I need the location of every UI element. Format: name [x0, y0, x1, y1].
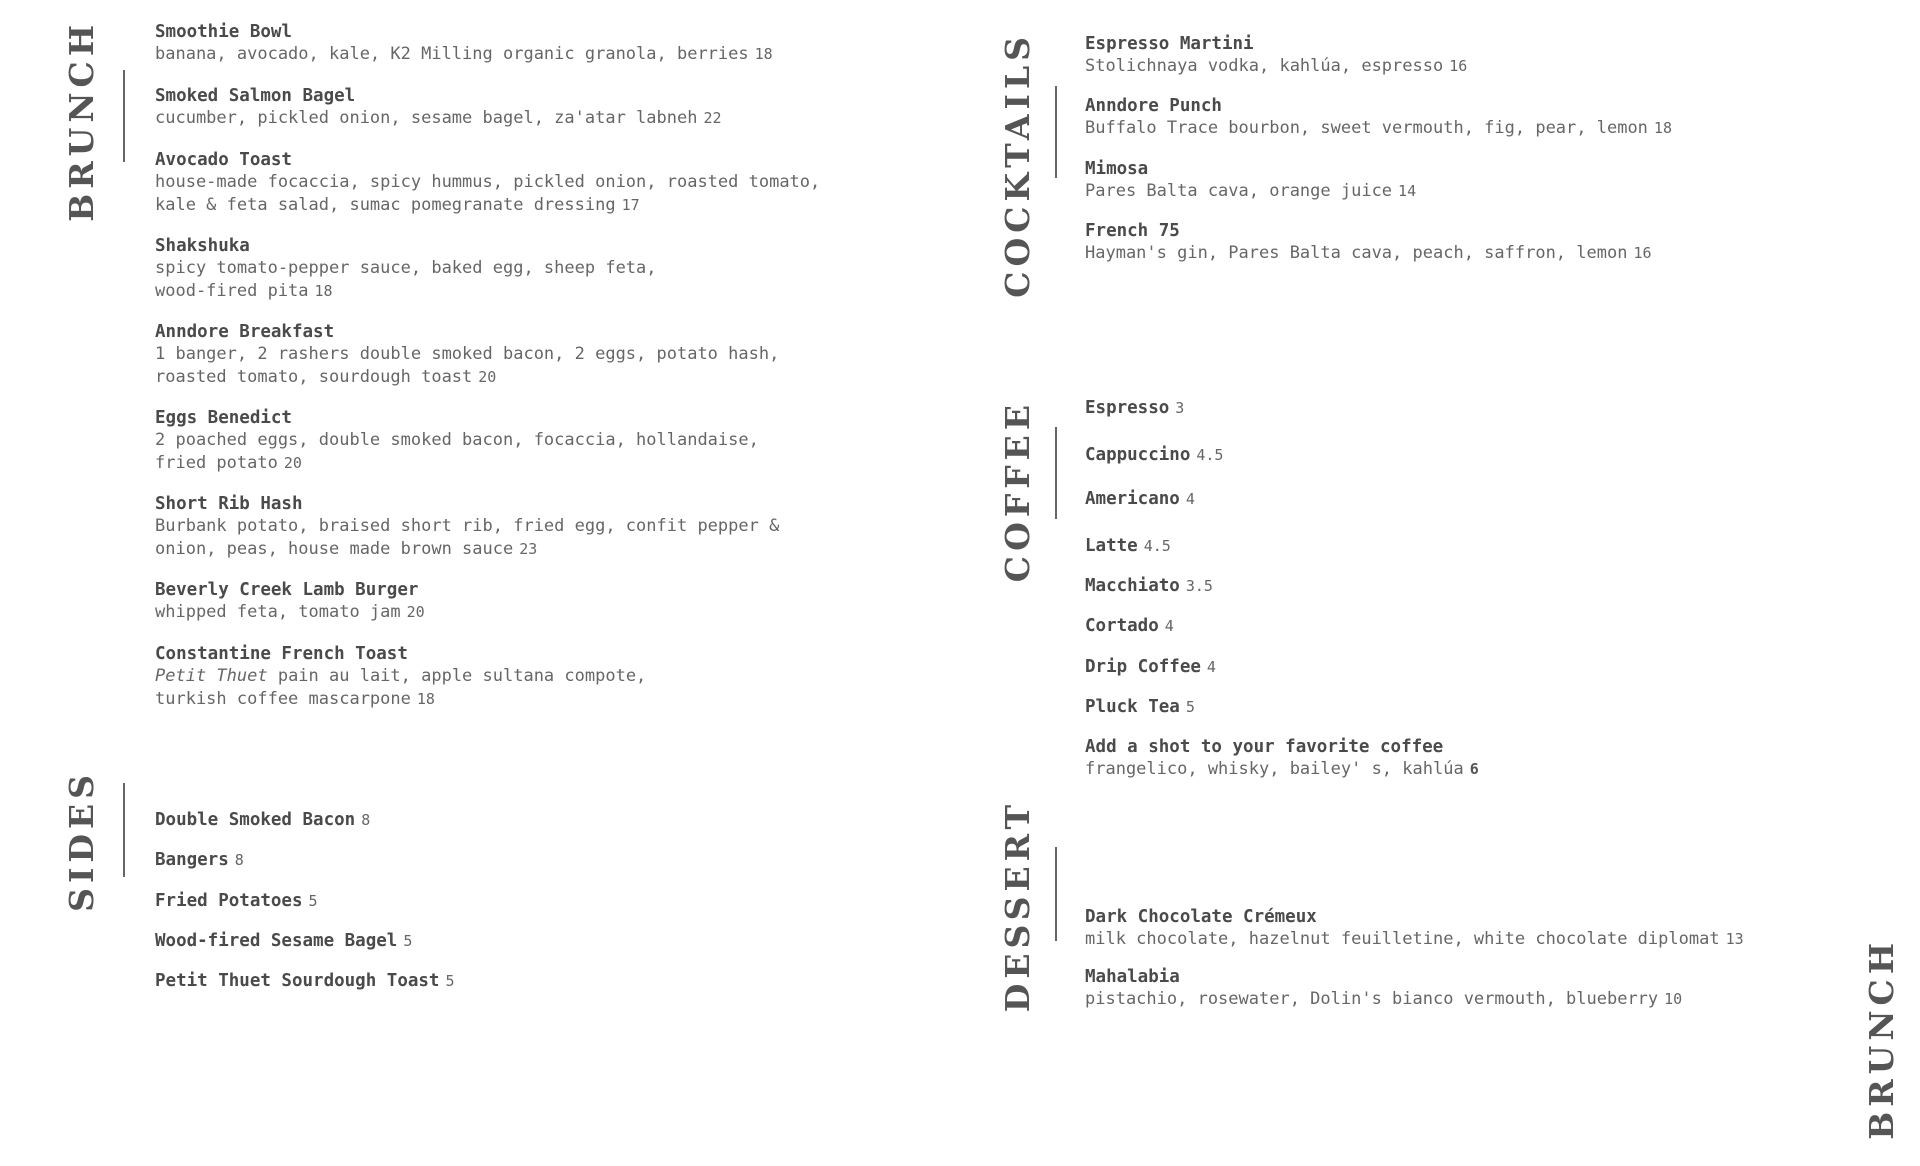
- menu-item: [1085, 575, 1213, 597]
- item-price: 4.5: [1143, 537, 1171, 555]
- menu-item: [155, 890, 318, 912]
- item-description: frangelico, whisky, bailey' s, kahlúa: [1085, 759, 1464, 779]
- section-heading-dessert: DESSERT: [998, 800, 1037, 1013]
- item-description: Pares Balta cava, orange juice: [1085, 181, 1393, 201]
- item-price: 20: [406, 603, 425, 621]
- item-description: kale & feta salad, sumac pomegranate dressing: [155, 195, 616, 215]
- menu-item: [155, 970, 455, 992]
- item-price: 13: [1725, 930, 1744, 948]
- item-price: 4: [1185, 490, 1195, 508]
- menu-item: [1085, 33, 1467, 78]
- item-description: pain au lait, apple sultana compote,: [267, 666, 647, 686]
- item-price: 17: [621, 196, 640, 214]
- item-name: Macchiato: [1085, 576, 1180, 596]
- item-name: Espresso Martini: [1085, 34, 1254, 54]
- menu-item: [1085, 158, 1416, 203]
- item-description: Stolichnaya vodka, kahlúa, espresso: [1085, 56, 1444, 76]
- item-name: French 75: [1085, 221, 1180, 241]
- item-description: wood-fired pita: [155, 281, 309, 301]
- menu-item: [155, 809, 370, 831]
- item-price: 14: [1398, 182, 1417, 200]
- item-description: fried potato: [155, 453, 278, 473]
- item-name: Drip Coffee: [1085, 657, 1201, 677]
- item-description: 1 banger, 2 rashers double smoked bacon, 2 eggs, potato hash,: [155, 344, 780, 364]
- item-name: Constantine French Toast: [155, 644, 408, 664]
- item-price: 18: [754, 45, 773, 63]
- menu-item: [1085, 535, 1171, 557]
- item-price: 20: [478, 368, 497, 386]
- item-description: house-made focaccia, spicy hummus, pickled onion, roasted tomato,: [155, 172, 821, 192]
- menu-item: [155, 85, 722, 130]
- brunch-divider: [123, 70, 125, 162]
- item-name: Cortado: [1085, 616, 1159, 636]
- menu-item: [155, 149, 820, 217]
- item-price: 4: [1164, 617, 1174, 635]
- item-price: 20: [283, 454, 302, 472]
- menu-item: [155, 493, 779, 561]
- menu-item: [1085, 220, 1652, 265]
- item-description: whipped feta, tomato jam: [155, 602, 401, 622]
- item-price: 4.5: [1196, 446, 1224, 464]
- sides-divider: [123, 783, 125, 877]
- menu-item: [1085, 966, 1682, 1011]
- item-name: Bangers: [155, 850, 229, 870]
- item-description: banana, avocado, kale, K2 Milling organic granola, berries: [155, 44, 749, 64]
- section-heading-cocktails: COCKTAILS: [998, 32, 1037, 298]
- item-price: 18: [416, 690, 435, 708]
- item-description: roasted tomato, sourdough toast: [155, 367, 473, 387]
- menu-item: [155, 849, 244, 871]
- item-name: Avocado Toast: [155, 150, 292, 170]
- item-price: 22: [703, 109, 722, 127]
- menu-item: [1085, 656, 1216, 678]
- item-description: Burbank potato, braised short rib, fried egg, confit pepper &: [155, 516, 780, 536]
- item-name: Wood-fired Sesame Bagel: [155, 931, 398, 951]
- item-description: milk chocolate, hazelnut feuilletine, white chocolate diplomat: [1085, 929, 1720, 949]
- section-heading-sides: SIDES: [62, 770, 101, 912]
- menu-item: [155, 579, 425, 624]
- item-name: Add a shot to your favorite coffee: [1085, 737, 1444, 757]
- item-name: Americano: [1085, 489, 1180, 509]
- footer-heading-brunch: BRUNCH: [1862, 938, 1901, 1140]
- item-price: 3.5: [1185, 577, 1213, 595]
- section-heading-brunch: BRUNCH: [62, 20, 101, 222]
- menu-item: [1085, 906, 1744, 951]
- dessert-divider: [1055, 847, 1057, 941]
- item-name: Smoked Salmon Bagel: [155, 86, 356, 106]
- item-name: Espresso: [1085, 398, 1170, 418]
- item-price: 5: [403, 932, 413, 950]
- item-name: Fried Potatoes: [155, 891, 303, 911]
- menu-item: [1085, 397, 1184, 419]
- item-name: Latte: [1085, 536, 1138, 556]
- item-price: 16: [1633, 244, 1652, 262]
- item-name: Mimosa: [1085, 159, 1149, 179]
- item-name: Mahalabia: [1085, 967, 1180, 987]
- item-description: 2 poached eggs, double smoked bacon, focaccia, hollandaise,: [155, 430, 759, 450]
- menu-item: [1085, 615, 1174, 637]
- item-price: 5: [445, 972, 455, 990]
- menu-item: [155, 643, 646, 711]
- item-name: Shakshuka: [155, 236, 250, 256]
- item-price: 5: [308, 892, 318, 910]
- item-name: Eggs Benedict: [155, 408, 292, 428]
- item-description: onion, peas, house made brown sauce: [155, 539, 514, 559]
- coffee-divider: [1055, 427, 1057, 519]
- item-price: 18: [314, 282, 333, 300]
- item-name: Anndore Breakfast: [155, 322, 335, 342]
- menu-item: [155, 21, 773, 66]
- menu-item: [1085, 488, 1195, 510]
- item-name: Dark Chocolate Crémeux: [1085, 907, 1317, 927]
- menu-item: [1085, 444, 1223, 466]
- item-name: Pluck Tea: [1085, 697, 1180, 717]
- item-price: 4: [1206, 658, 1216, 676]
- menu-item: [155, 235, 657, 303]
- item-name: Double Smoked Bacon: [155, 810, 356, 830]
- item-description: spicy tomato-pepper sauce, baked egg, sheep feta,: [155, 258, 657, 278]
- menu-item: [155, 407, 759, 475]
- item-price: 8: [361, 811, 371, 829]
- item-price: 16: [1449, 57, 1468, 75]
- section-heading-coffee: COFFEE: [998, 400, 1037, 583]
- item-name: Beverly Creek Lamb Burger: [155, 580, 419, 600]
- menu-item-addon: [1085, 736, 1479, 781]
- item-price: 6: [1469, 760, 1479, 778]
- item-description-emphasis: Petit Thuet: [155, 666, 268, 686]
- item-description: cucumber, pickled onion, sesame bagel, za'atar labneh: [155, 108, 698, 128]
- menu-item: [155, 321, 779, 389]
- item-price: 23: [519, 540, 538, 558]
- item-description: turkish coffee mascarpone: [155, 689, 411, 709]
- item-name: Cappuccino: [1085, 445, 1191, 465]
- item-name: Petit Thuet Sourdough Toast: [155, 971, 440, 991]
- cocktails-divider: [1055, 86, 1057, 178]
- item-name: Short Rib Hash: [155, 494, 303, 514]
- menu-item: [155, 930, 412, 952]
- item-price: 3: [1175, 399, 1185, 417]
- item-name: Anndore Punch: [1085, 96, 1222, 116]
- item-description: Buffalo Trace bourbon, sweet vermouth, fig, pear, lemon: [1085, 118, 1648, 138]
- item-price: 8: [234, 851, 244, 869]
- item-description: Hayman's gin, Pares Balta cava, peach, saffron, lemon: [1085, 243, 1628, 263]
- menu-item: [1085, 95, 1672, 140]
- item-price: 5: [1185, 698, 1195, 716]
- menu-item: [1085, 696, 1195, 718]
- item-price: 10: [1664, 990, 1683, 1008]
- item-name: Smoothie Bowl: [155, 22, 292, 42]
- item-description: pistachio, rosewater, Dolin's bianco vermouth, blueberry: [1085, 989, 1659, 1009]
- item-price: 18: [1653, 119, 1672, 137]
